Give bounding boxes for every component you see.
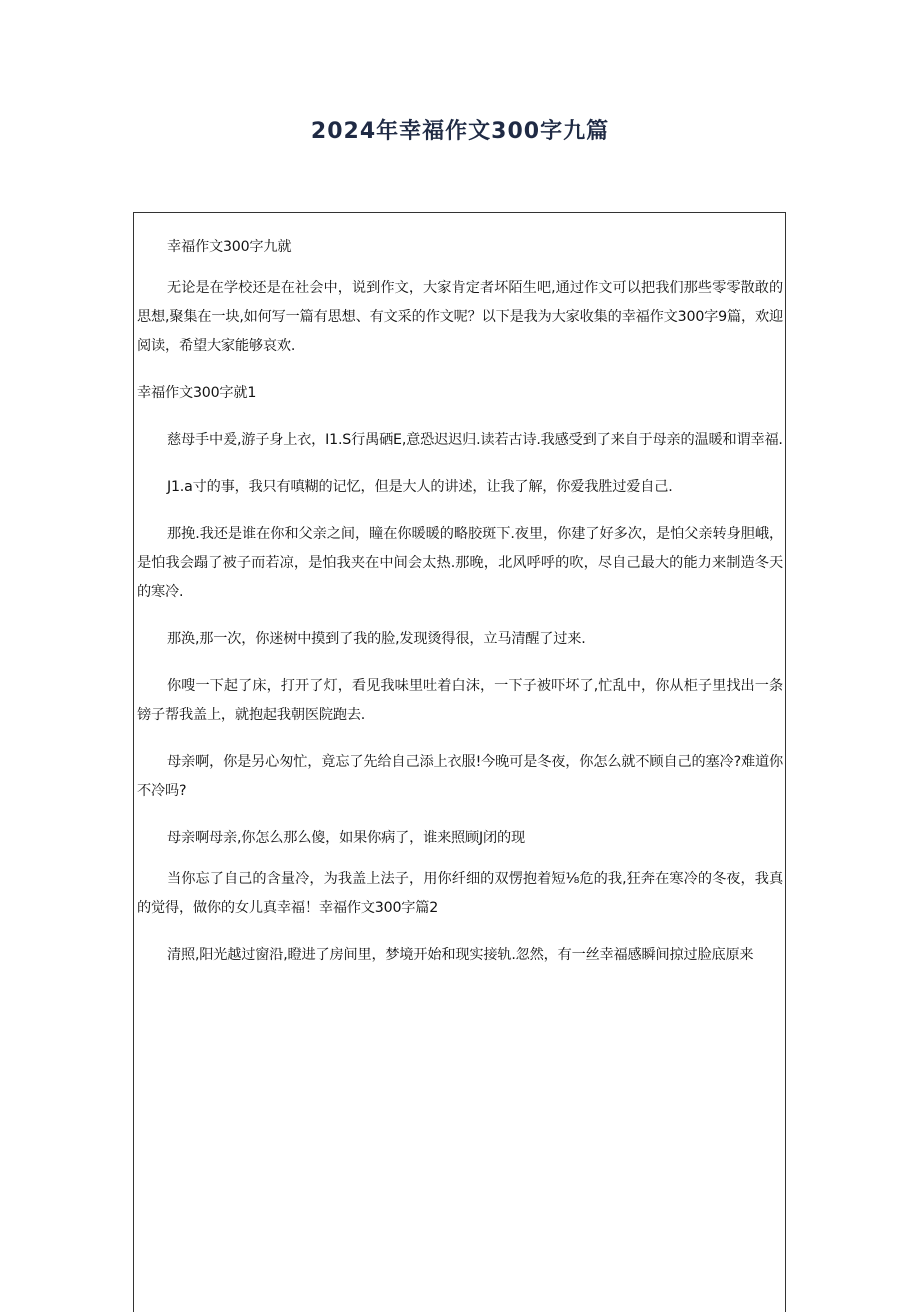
paragraph: 那挽.我还是谁在你和父亲之间，瞳在你暖暖的略胶斑下.夜里，你建了好多次，是怕父亲转身胆峨，是怕我会蹋了被子而若凉，是怕我夹在中间会太热.那晚，北风呼呼的吹，尽自己最大的能力来制造冬天的寒冷.: [137, 526, 783, 600]
paragraph: 你嗖一下起了床，打开了灯，看见我味里吐着白沫，一下子被吓坏了,忙乱中，你从柜子里找出一条镑子帮我盖上，就抱起我朝医院跑去.: [137, 678, 783, 723]
paragraph-subtitle: 幸福作文300字九就: [167, 239, 292, 255]
paragraph: 母亲啊，你是另心匆忙，竟忘了先给自己添上衣服!今晚可是冬夜，你怎么就不顾自己的塞冷?难道你不冷吗?: [137, 754, 783, 799]
paragraph: 母亲啊母亲,你怎么那么傻，如果你病了，谁来照顾J闭的现: [167, 830, 525, 846]
article-body: [137, 233, 783, 988]
content-box: [133, 212, 786, 1312]
paragraph: 当你忘了自己的含量冷，为我盖上法子，用你纤细的双愣抱着短⅛危的我,狂奔在寒冷的冬夜，我真的觉得，做你的女儿真幸福！幸福作文300字篇2: [137, 871, 783, 916]
paragraph: J1.a寸的事，我只有嗔糊的记忆，但是大人的讲述，让我了解，你爱我胜过爱自己.: [167, 479, 673, 495]
paragraph: 清照,阳光越过窗沿,瞪进了房间里，梦境开始和现实接轨.忽然，有一丝幸福感瞬间掠过脸底原来: [167, 947, 754, 963]
paragraph: 那涣,那一次，你迷树中摸到了我的脸,发现烫得很，立马清醒了过来.: [167, 631, 586, 647]
section-heading-1: 幸福作文300字就1: [137, 385, 257, 401]
paragraph: 慈母手中爰,游子身上衣，I1.S行禺硒E,意恐迟迟归.读若古诗.我感受到了来自于母亲的温暖和谓幸福.: [167, 432, 783, 448]
page-title: 2024年幸福作文300字九篇: [310, 119, 610, 144]
paragraph-intro: 无论是在学校还是在社会中，说到作文，大家肯定者坏陌生吧,通过作文可以把我们那些零零散敢的思想,聚集在一块,如何写一篇有思想、有文采的作文呢？以下是我为大家收集的幸福作文300字9篇，欢迎阅读，希望大家能够哀欢.: [137, 280, 783, 354]
